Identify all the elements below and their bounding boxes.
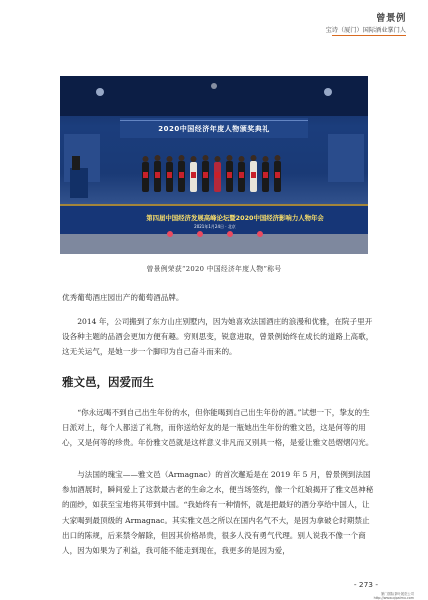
award-ceremony-photo bbox=[60, 76, 368, 254]
photo-banner-date: 2021年1月24日 · 北京 bbox=[194, 224, 236, 229]
watermark-line-2: http://www.qipaimu.com bbox=[373, 596, 414, 600]
header-author-title: 宝诗（厦门）国际酒业掌门人 bbox=[325, 27, 406, 34]
paragraph-4: 与法国的瑰宝——雅文邑（Armagnac）的首次邂逅是在 2019 年 5 月，曾景例到法国参加酒展时，瞬间爱上了这款最古老的生命之水，便当场签约，像一个红娘揭开了雅文邑神秘的面纱，如获至宝地将其带到中国。“我始终有一种情怀，就是把最好的酒分享给中国人，让大家喝到最顶级的 Armagnac。其实雅文邑之所以在国内名气不大，是因为拿破仑时期禁止出口的陈规，后来禁令解除，但因其价格昂贵，很多人没有勇气代理。别人说我不像一个商人，因为如果为了利益，我可能不能走到现在，我更多的是因为爱， bbox=[62, 470, 374, 556]
watermark bbox=[374, 592, 414, 600]
header-author-name: 曾景例 bbox=[375, 13, 406, 24]
paragraph-3: “你永远喝不到自己出生年份的水，但你能喝到自己出生年份的酒。”试想一下，挚友的生日派对上，每个人都送了礼物，而你送给好友的是一瓶她出生年份的雅文邑，这是何等的用心，又是何等的珍贵。年份雅文邑就是这样意义非凡而又别具一格，是爱让雅文邑熠熠闪光。 bbox=[62, 408, 374, 448]
page-number: - 273 - bbox=[353, 580, 378, 589]
photo-caption: 曾景例荣获“2020 中国经济年度人物”称号 bbox=[146, 265, 282, 273]
header-divider bbox=[332, 35, 406, 36]
paragraph-1: 优秀葡萄酒庄园出产的葡萄酒品牌。 bbox=[62, 293, 184, 302]
photo-banner-subtitle: 第四届中国经济发展高峰论坛暨2020中国经济影响力人物年会 bbox=[146, 214, 324, 222]
section-heading: 雅文邑，因爱而生 bbox=[62, 375, 154, 389]
photo-banner-title: 2020中国经济年度人物颁奖典礼 bbox=[158, 125, 270, 133]
paragraph-2: 2014 年，公司搬到了东方山庄别墅内，因为她喜欢法国酒庄的浪漫和优雅，在院子里开设各种主题的品酒会更加方便有趣。穷则思变，锐意进取，曾景例始终在成长的道路上高歌，这无关运气，是她一步一个脚印为自己奋斗而来的。 bbox=[62, 317, 374, 357]
watermark-line-1: 厦门国际茶叶展览公司 bbox=[381, 592, 414, 596]
running-header bbox=[326, 10, 406, 34]
